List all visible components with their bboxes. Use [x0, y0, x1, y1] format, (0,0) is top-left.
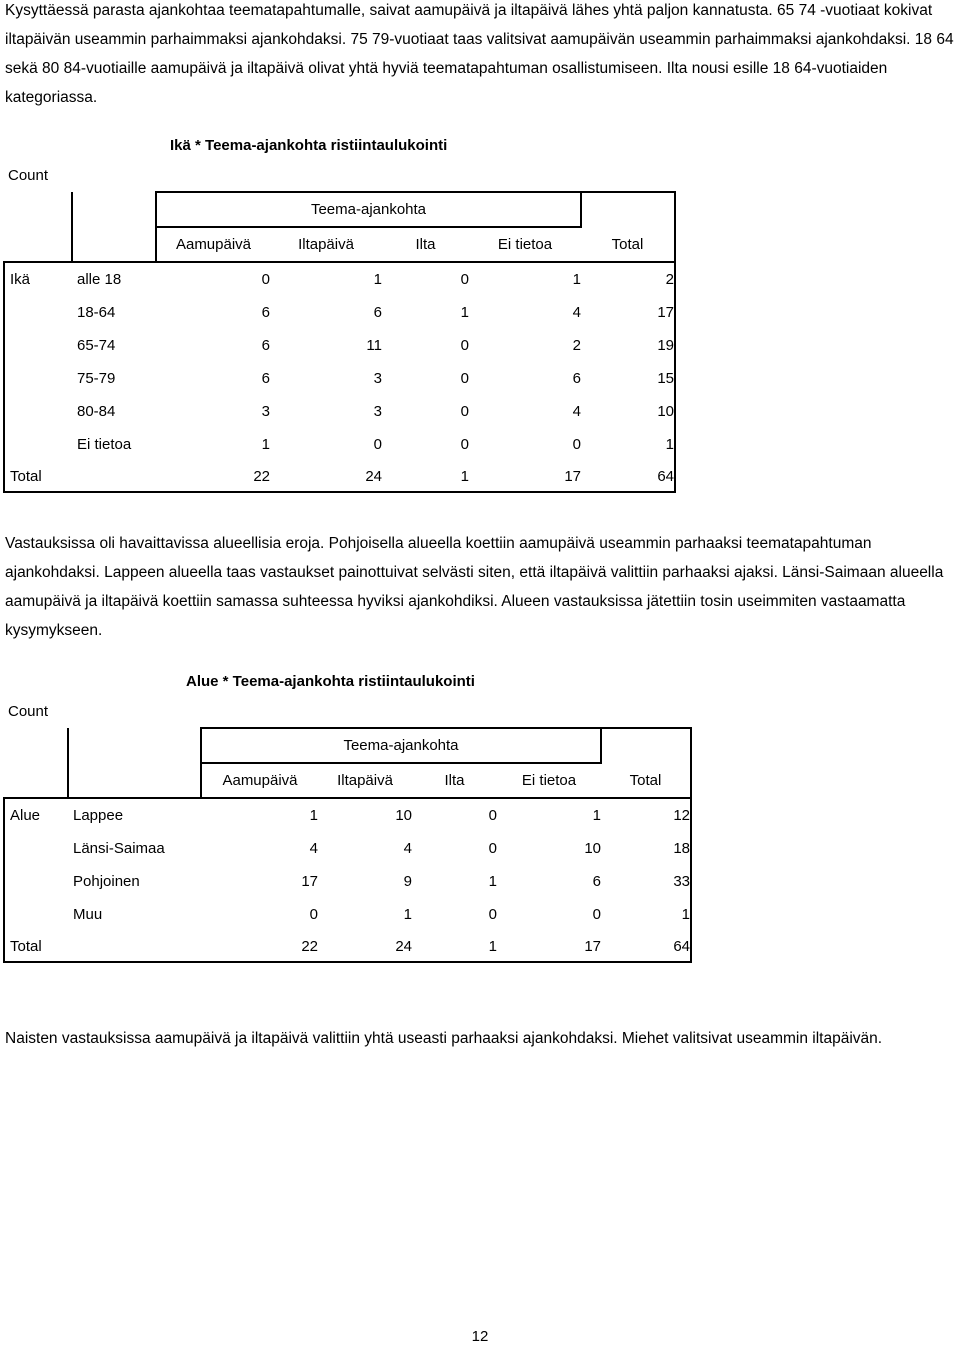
cell: 0: [156, 262, 270, 296]
cell: 4: [309, 840, 318, 857]
table1-group-header: Teema-ajankohta: [156, 192, 581, 227]
total-label: Total: [4, 931, 201, 962]
table1-col-header: Total: [581, 227, 675, 262]
table-row: [4, 329, 675, 362]
table2-group-header-row: [4, 728, 691, 763]
middle-paragraph: Vastauksissa oli havaittavissa alueellisia eroja. Pohjoisella alueella koettiin aamupäivä useammin parhaaksi teematapahtuman ajankohdaksi. Lappeen alueella taas vastaukset painottuivat selvästi siten, että iltapäivä valittiin parhaaksi ajaksi. Länsi-Saimaan alueella aamupäivä ja iltapäivä koettiin samassa suhteessa hyviksi ajankohdiksi. Alueen vastauksissa jätettiin tosin useimmiten vastaamatta kysymykseen.: [5, 535, 944, 639]
cell: 0: [460, 337, 469, 354]
cell: 11: [366, 337, 382, 354]
cell: 17: [581, 296, 675, 329]
cell: 1: [201, 798, 318, 832]
cell: 0: [460, 436, 469, 453]
row-label: Länsi-Saimaa: [73, 840, 165, 857]
row-label: 75-79: [77, 370, 116, 387]
table1-col-header: Aamupäivä: [175, 236, 252, 253]
cell: 4: [403, 840, 412, 857]
table-row: [4, 262, 675, 296]
cell: 6: [261, 370, 270, 387]
cell: 1: [270, 262, 382, 296]
table-row: [4, 798, 691, 832]
cell: 18: [601, 832, 691, 865]
cell: 10: [581, 395, 675, 428]
cell: 3: [373, 370, 382, 387]
row-label: Lappee: [68, 798, 201, 832]
row-label: 80-84: [77, 403, 116, 420]
cell: 6: [261, 337, 270, 354]
table2-col-header: Total: [601, 763, 691, 798]
table1-group-header-row: [4, 192, 675, 227]
cell: 0: [460, 403, 469, 420]
page-number: 12: [471, 1328, 489, 1345]
cell: 1: [261, 436, 270, 453]
table2-col-header: Aamupäivä: [222, 772, 298, 789]
cell: 0: [488, 906, 497, 923]
cell: 3: [373, 403, 382, 420]
cell: 15: [581, 362, 675, 395]
row-label: Muu: [73, 906, 103, 923]
table-row: [4, 898, 691, 931]
cell: 0: [488, 840, 497, 857]
row-label: Ei tietoa: [77, 436, 132, 453]
cell: 64: [581, 461, 675, 492]
cell: 0: [592, 906, 601, 923]
cell: 1: [403, 906, 412, 923]
cell: 17: [497, 931, 601, 962]
cell: 1: [488, 873, 497, 890]
table-row: [4, 395, 675, 428]
cell: 0: [460, 370, 469, 387]
total-label: Total: [4, 461, 156, 492]
cell: 17: [469, 461, 581, 492]
cell: 9: [403, 873, 412, 890]
cell: 0: [382, 262, 469, 296]
cell: 0: [373, 436, 382, 453]
cell: 1: [460, 304, 469, 321]
cell: 10: [318, 798, 412, 832]
cell: 2: [572, 337, 581, 354]
table-row: [4, 865, 691, 898]
cell: 1: [382, 461, 469, 492]
cell: 6: [572, 370, 581, 387]
table2-total-row: [4, 931, 691, 962]
cell: 22: [156, 461, 270, 492]
cell: 4: [572, 304, 581, 321]
cell: 6: [261, 304, 270, 321]
table1-col-header: Ei tietoa: [497, 236, 553, 253]
row-label: Pohjoinen: [73, 873, 140, 890]
cell: 1: [581, 428, 675, 461]
cell: 0: [309, 906, 318, 923]
row-label: 18-64: [77, 304, 116, 321]
row-label: alle 18: [72, 262, 156, 296]
table1-caption: Count: [8, 167, 49, 184]
table-row: [4, 832, 691, 865]
table2-column-header-row: [4, 763, 691, 798]
cell: 1: [497, 798, 601, 832]
cell: 24: [270, 461, 382, 492]
table1-title: Ikä * Teema-ajankohta ristiintaulukointi: [170, 137, 448, 154]
table1-column-header-row: [4, 227, 675, 262]
cell: 6: [592, 873, 601, 890]
cell: 4: [572, 403, 581, 420]
cell: 19: [581, 329, 675, 362]
table2-col-header: Iltapäivä: [337, 772, 393, 789]
table2-col-header: Ei tietoa: [521, 772, 577, 789]
table-row: [4, 362, 675, 395]
cell: 1: [412, 931, 497, 962]
table2-col-header: Ilta: [444, 772, 465, 789]
cell: 24: [318, 931, 412, 962]
cell: 0: [412, 798, 497, 832]
cell: 2: [581, 262, 675, 296]
cell: 64: [601, 931, 691, 962]
cell: 1: [601, 898, 691, 931]
cell: 6: [373, 304, 382, 321]
intro-paragraph: Kysyttäessä parasta ajankohtaa teematapahtumalle, saivat aamupäivä ja iltapäivä lähes yhtä paljon kannatusta. 65 74 -vuotiaat kokivat iltapäivän useammin parhaimmaksi ajankohdaksi. 75 79-vuotiaat taas valitsivat aamupäivän useammin parhaimmaksi ajankohdaksi. 18 64 sekä 80 84-vuotiaille aamupäivä ja iltapäivä olivat yhtä hyviä teematapahtuman osallistumiseen. Ilta nousi esille 18 64-vuotiaiden kategoriassa.: [5, 2, 954, 106]
table1-col-header: Iltapäivä: [298, 236, 354, 253]
cell: 3: [261, 403, 270, 420]
cell: 10: [584, 840, 601, 857]
cell: 1: [469, 262, 581, 296]
cell: 0: [572, 436, 581, 453]
table-row: [4, 428, 675, 461]
cell: 22: [201, 931, 318, 962]
table1-col-header: Ilta: [415, 236, 436, 253]
cell: 12: [601, 798, 691, 832]
table2-caption: Count: [8, 703, 49, 720]
table-row: [4, 296, 675, 329]
table2-group-header: Teema-ajankohta: [201, 728, 601, 763]
table1-total-row: [4, 461, 675, 492]
table1: [3, 191, 676, 493]
table1-row-var: Ikä: [4, 262, 72, 296]
table2: [3, 727, 692, 963]
closing-paragraph: Naisten vastauksissa aamupäivä ja iltapäivä valittiin yhtä useasti parhaaksi ajankohdaksi. Miehet valitsivat useammin iltapäivän.: [5, 1030, 883, 1047]
table2-row-var: Alue: [4, 798, 68, 832]
cell: 33: [601, 865, 691, 898]
cell: 17: [301, 873, 318, 890]
table2-title: Alue * Teema-ajankohta ristiintaulukointi: [186, 673, 475, 690]
row-label: 65-74: [77, 337, 116, 354]
